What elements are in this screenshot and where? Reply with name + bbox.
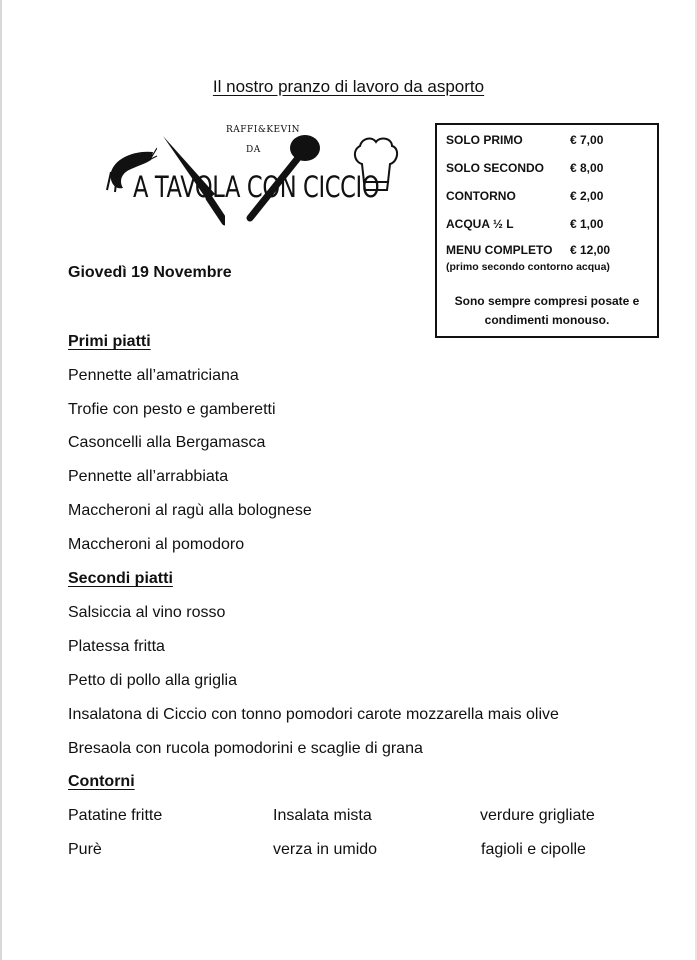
price-value: € 2,00	[570, 189, 604, 203]
side-dish-item: Purè	[68, 841, 102, 858]
price-label: ACQUA ½ L	[446, 217, 514, 231]
price-value: € 8,00	[570, 161, 604, 175]
logo-owners-text: RAFFI&KEVIN	[226, 125, 301, 135]
price-value: € 12,00	[570, 243, 611, 257]
price-value: € 7,00	[570, 133, 604, 147]
menu-date: Giovedì 19 Novembre	[68, 264, 232, 281]
price-value: € 1,00	[570, 217, 604, 231]
page-edge-left	[0, 0, 2, 960]
page-title: Il nostro pranzo di lavoro da asporto	[212, 77, 485, 96]
price-row	[446, 217, 656, 233]
side-dish-item: verdure grigliate	[480, 807, 595, 824]
dish-item: Casoncelli alla Bergamasca	[68, 434, 266, 451]
price-box-footer	[443, 292, 651, 330]
logo-name-text: A TAVOLA CON CICCIO	[133, 170, 380, 204]
dish-item: Insalatona di Ciccio con tonno pomodori carote mozzarella mais olive	[68, 706, 559, 723]
footer-line: Sono sempre compresi posate e	[454, 294, 640, 308]
price-row	[446, 133, 656, 149]
price-label: SOLO PRIMO	[446, 133, 523, 147]
price-box	[435, 123, 659, 338]
price-row	[446, 243, 656, 259]
price-row	[446, 161, 656, 177]
dish-item: Pennette all’amatriciana	[68, 367, 239, 384]
dish-item: Maccheroni al pomodoro	[68, 536, 245, 553]
section-heading-secondi: Secondi piatti	[68, 570, 173, 587]
menu-completo-note: (primo secondo contorno acqua)	[446, 261, 610, 273]
dish-item: Maccheroni al ragù alla bolognese	[68, 502, 312, 519]
side-dish-item: verza in umido	[273, 841, 378, 858]
side-dish-item: fagioli e cipolle	[481, 841, 586, 858]
price-label: MENU COMPLETO	[446, 243, 553, 257]
price-label: CONTORNO	[446, 189, 516, 203]
dish-item: Salsiccia al vino rosso	[68, 604, 226, 621]
price-row	[446, 189, 656, 205]
section-heading-primi: Primi piatti	[68, 333, 151, 350]
logo-da-text: DA	[246, 145, 261, 155]
side-dish-item: Patatine fritte	[68, 807, 163, 824]
side-dish-item: Insalata mista	[273, 807, 372, 824]
dish-item: Pennette all’arrabbiata	[68, 468, 229, 485]
section-heading-contorni: Contorni	[68, 773, 135, 790]
footer-line: condimenti monouso.	[484, 313, 610, 327]
dish-item: Bresaola con rucola pomodorini e scaglie di grana	[68, 740, 423, 757]
dish-item: Petto di pollo alla griglia	[68, 672, 237, 689]
dish-item: Platessa fritta	[68, 638, 165, 655]
restaurant-logo	[105, 118, 400, 230]
price-label: SOLO SECONDO	[446, 161, 545, 175]
dish-item: Trofie con pesto e gamberetti	[68, 401, 276, 418]
